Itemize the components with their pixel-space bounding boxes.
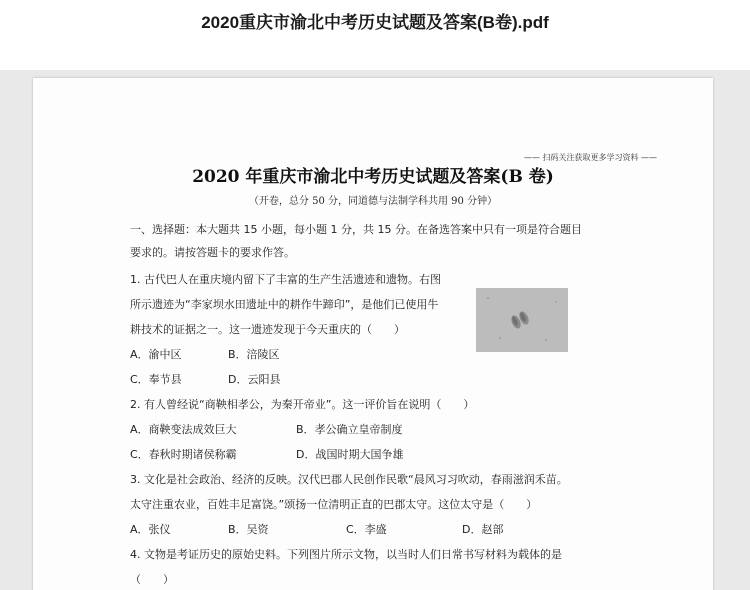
- q3-option-d: D．赵部: [462, 523, 504, 536]
- q3-line2: 太守注重农业，百姓丰足富饶。”颂扬一位清明正直的巴郡太守。这位太守是（ ）: [130, 498, 538, 511]
- section1-instruction-line1: 一、选择题：本大题共 15 小题，每小题 1 分，共 15 分。在备选答案中只有一项是符合题目: [130, 223, 582, 236]
- document-title: 2020 年重庆市渝北中考历史试题及答案(B 卷): [192, 167, 554, 187]
- q1-line2: 所示遗迹为“李家坝水田遗址中的耕作牛蹄印”，是他们已使用牛: [130, 298, 439, 311]
- q2-option-a: A．商鞅变法成效巨大: [130, 423, 237, 436]
- q3-line1: 3. 文化是社会政治、经济的反映。汉代巴郡人民创作民歌“晨风习习吹动，春雨滋润禾苗。: [130, 473, 568, 486]
- q1-line1: 1. 古代巴人在重庆境内留下了丰富的生产生活遗迹和遗物。右图: [130, 273, 441, 286]
- q2-option-c: C．春秋时期诸侯称霸: [130, 448, 237, 461]
- hoofprint-icon: [476, 288, 568, 352]
- q1-line3: 耕技术的证据之一。这一遗迹发现于今天重庆的（ ）: [130, 323, 405, 336]
- q2-line1: 2. 有人曾经说“商鞅相孝公，为秦开帝业”。这一评价旨在说明（ ）: [130, 398, 475, 411]
- watermark-text: —— 扫码关注获取更多学习资料 ——: [523, 153, 657, 162]
- q4-line2: （ ）: [130, 573, 174, 586]
- q1-option-d: D．云阳县: [228, 373, 281, 386]
- viewer-header: [0, 0, 750, 70]
- q4-line1: 4. 文物是考证历史的原始史料。下列图片所示文物，以当时人们日常书写材料为载体的是: [130, 548, 562, 561]
- q2-option-d: D．战国时期大国争雄: [296, 448, 404, 461]
- q3-option-a: A．张仪: [130, 523, 171, 536]
- q3-option-c: C．李盛: [346, 523, 387, 536]
- section1-instruction-line2: 要求的。请按答题卡的要求作答。: [130, 246, 295, 259]
- q1-option-c: C．奉节县: [130, 373, 182, 386]
- document-subtitle: （开卷，总分 50 分，同道德与法制学科共用 90 分钟）: [248, 196, 498, 207]
- q1-option-b: B．涪陵区: [228, 348, 280, 361]
- hoofprint-photo: [476, 288, 568, 352]
- file-title: 2020重庆市渝北中考历史试题及答案(B卷).pdf: [201, 13, 549, 32]
- q1-option-a: A．渝中区: [130, 348, 182, 361]
- q3-option-b: B．吴资: [228, 523, 269, 536]
- q2-option-b: B．孝公确立皇帝制度: [296, 423, 403, 436]
